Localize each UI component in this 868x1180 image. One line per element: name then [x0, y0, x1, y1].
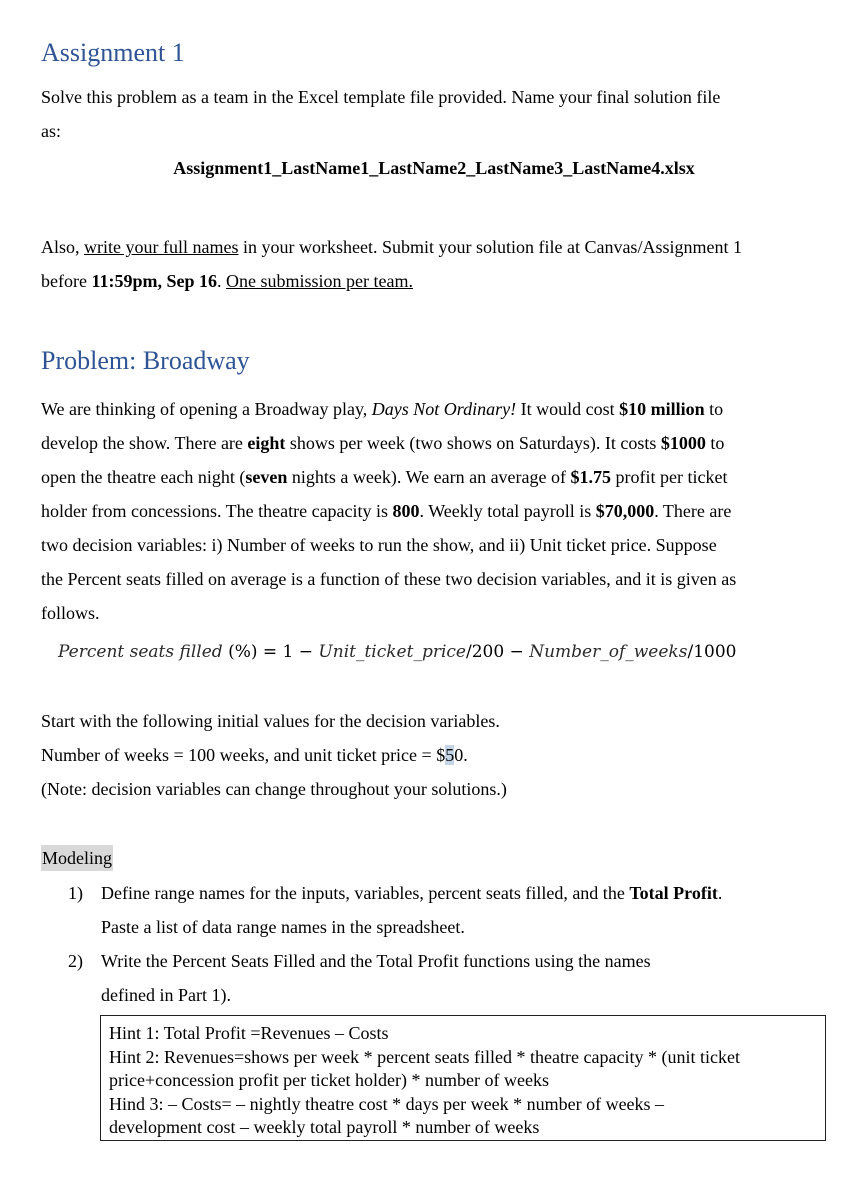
text: 0.	[454, 745, 468, 765]
text: nights a week). We earn an average of	[287, 467, 571, 487]
text: .	[717, 883, 723, 903]
instructions-line-1	[41, 230, 742, 264]
formula-var: Unit_ticket_price	[318, 642, 466, 662]
formula-var: Number_of_weeks	[529, 642, 688, 662]
intro-line-1: Solve this problem as a team in the Excel template file provided. Name your final solution file	[41, 87, 721, 107]
text: before	[41, 271, 92, 291]
modeling-item-1-line-1	[101, 876, 722, 910]
intro-line-2: as:	[41, 121, 61, 141]
text: in your worksheet. Submit your solution file at Canvas/Assignment 1	[238, 237, 742, 257]
formula-text: /200 −	[465, 642, 530, 662]
problem-line-1	[41, 392, 723, 426]
text: develop the show. There are	[41, 433, 248, 453]
text-selection-highlight: 5	[445, 745, 455, 765]
problem-title: Problem: Broadway	[41, 346, 250, 375]
weekly-payroll: $70,000	[595, 501, 655, 521]
assignment-title: Assignment 1	[41, 38, 185, 67]
modeling-heading: Modeling	[41, 845, 113, 871]
hint-2-line-1: Hint 2: Revenues=shows per week * percent seats filled * theatre capacity * (unit ticket	[109, 1046, 740, 1067]
deadline: 11:59pm, Sep 16	[91, 271, 217, 291]
hint-2-line-2: price+concession profit per ticket holder) * number of weeks	[109, 1070, 549, 1090]
text: Also,	[41, 237, 85, 257]
problem-line-3	[41, 460, 727, 494]
text: open the theatre each night (	[41, 467, 246, 487]
instructions-line-2	[41, 264, 413, 298]
text: .	[217, 271, 226, 291]
concession-profit: $1.75	[570, 467, 612, 487]
hint-1: Hint 1: Total Profit =Revenues – Costs	[109, 1023, 389, 1043]
text: . Weekly total payroll is	[419, 501, 596, 521]
play-title: Days Not Ordinary!	[371, 399, 517, 419]
development-cost: $10 million	[619, 399, 705, 419]
hint-3-line-1: Hind 3: – Costs= – nightly theatre cost * days per week * number of weeks –	[109, 1093, 665, 1114]
formula-text: (%) = 1 −	[222, 642, 319, 662]
text: Define range names for the inputs, variables, percent seats filled, and the	[101, 883, 630, 903]
nightly-cost: $1000	[660, 433, 706, 453]
modeling-item-2-line-1: Write the Percent Seats Filled and the Total Profit functions using the names	[101, 951, 651, 971]
modeling-item-2-line-2: defined in Part 1).	[101, 985, 231, 1005]
text: We are thinking of opening a Broadway play,	[41, 399, 372, 419]
nights-per-week: seven	[245, 467, 288, 487]
hint-3-line-2: development cost – weekly total payroll * number of weeks	[109, 1117, 540, 1137]
one-submission-note: One submission per team.	[226, 271, 413, 291]
text: . There are	[654, 501, 732, 521]
text: to	[705, 433, 725, 453]
problem-line-2	[41, 426, 724, 460]
theatre-capacity: 800	[392, 501, 420, 521]
modeling-item-2-number: 2)	[68, 951, 83, 971]
problem-line-5: two decision variables: i) Number of weeks to run the show, and ii) Unit ticket price. Suppose	[41, 535, 717, 555]
text: holder from concessions. The theatre capacity is	[41, 501, 393, 521]
total-profit-emphasis: Total Profit	[629, 883, 718, 903]
text: profit per ticket	[611, 467, 728, 487]
full-names-emphasis: write your full names	[84, 237, 239, 257]
hints-box	[100, 1015, 826, 1141]
text: shows per week (two shows on Saturdays). It costs	[285, 433, 661, 453]
text: It would cost	[516, 399, 620, 419]
note: (Note: decision variables can change throughout your solutions.)	[41, 779, 507, 799]
modeling-item-1-line-2: Paste a list of data range names in the spreadsheet.	[101, 917, 465, 937]
filename: Assignment1_LastName1_LastName2_LastName3_LastName4.xlsx	[173, 158, 695, 178]
shows-per-week: eight	[247, 433, 286, 453]
initial-intro: Start with the following initial values for the decision variables.	[41, 711, 500, 731]
text: Number of weeks = 100 weeks, and unit ticket price = $	[41, 745, 446, 765]
percent-seats-formula	[58, 642, 736, 662]
text: to	[704, 399, 724, 419]
problem-line-4	[41, 494, 731, 528]
initial-values	[41, 738, 468, 772]
modeling-item-1-number: 1)	[68, 883, 83, 903]
problem-line-7: follows.	[41, 603, 100, 623]
formula-text: /1000	[687, 642, 737, 662]
formula-var: Percent seats filled	[58, 642, 223, 662]
problem-line-6: the Percent seats filled on average is a function of these two decision variables, and it is given as	[41, 569, 737, 589]
